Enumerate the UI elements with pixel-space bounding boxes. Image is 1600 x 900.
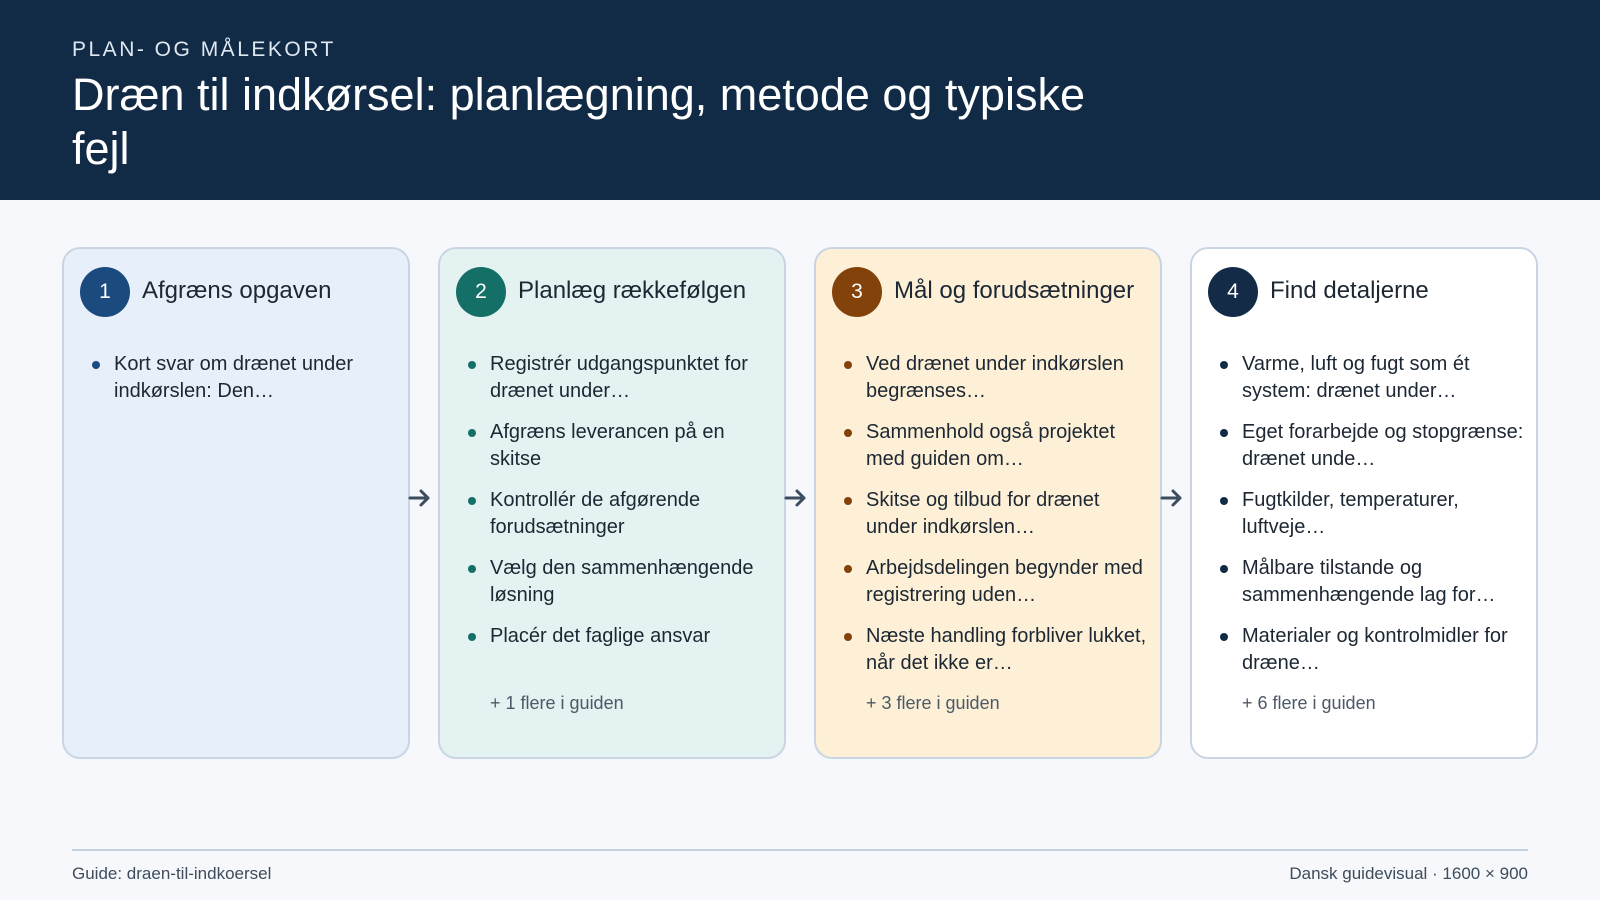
list-item: Registrér udgangspunktet for drænet under… xyxy=(466,351,774,405)
step-card-2 xyxy=(438,247,786,759)
list-item: Varme, luft og fugt som ét system: drænet under… xyxy=(1218,351,1526,405)
footer-divider xyxy=(72,849,1528,851)
list-item: Kort svar om drænet under indkørslen: Den… xyxy=(90,351,398,405)
list-item: Skitse og tilbud for drænet under indkørslen… xyxy=(842,487,1150,541)
step-card-title: Afgræns opgaven xyxy=(142,277,332,304)
step-card-1 xyxy=(62,247,410,759)
arrow-right-icon xyxy=(783,485,809,511)
list-item: Målbare tilstande og sammenhængende lag for… xyxy=(1218,555,1526,609)
list-item: Eget forarbejde og stopgrænse: drænet unde… xyxy=(1218,419,1526,473)
step-number-badge: 1 xyxy=(80,267,130,317)
footer-guide-slug: Guide: draen-til-indkoersel xyxy=(72,864,272,883)
more-in-guide-link[interactable]: + 6 flere i guiden xyxy=(1242,693,1376,713)
step-card-4 xyxy=(1190,247,1538,759)
list-item: Fugtkilder, temperaturer, luftveje… xyxy=(1218,487,1526,541)
list-item: Placér det faglige ansvar xyxy=(466,623,774,650)
step-bullet-list xyxy=(466,351,774,664)
step-card-title: Mål og forudsætninger xyxy=(894,277,1135,304)
page-title: Dræn til indkørsel: planlægning, metode og typiske fejl xyxy=(72,69,1085,174)
list-item: Sammenhold også projektet med guiden om… xyxy=(842,419,1150,473)
arrow-right-icon xyxy=(407,485,433,511)
list-item: Arbejdsdelingen begynder med registrering uden… xyxy=(842,555,1150,609)
step-number-badge: 3 xyxy=(832,267,882,317)
step-card-3 xyxy=(814,247,1162,759)
list-item: Næste handling forbliver lukket, når det ikke er… xyxy=(842,623,1150,677)
more-in-guide-link[interactable]: + 3 flere i guiden xyxy=(866,693,1000,713)
step-card-title: Find detaljerne xyxy=(1270,277,1429,304)
step-cards xyxy=(62,247,1538,759)
eyebrow-label: PLAN- OG MÅLEKORT xyxy=(72,38,336,61)
step-number-badge: 2 xyxy=(456,267,506,317)
step-bullet-list xyxy=(90,351,398,419)
header-banner xyxy=(0,0,1600,200)
list-item: Afgræns leverancen på en skitse xyxy=(466,419,774,473)
list-item: Vælg den sammenhængende løsning xyxy=(466,555,774,609)
step-number-badge: 4 xyxy=(1208,267,1258,317)
more-in-guide-link[interactable]: + 1 flere i guiden xyxy=(490,693,624,713)
list-item: Ved drænet under indkørslen begrænses… xyxy=(842,351,1150,405)
footer-caption: Dansk guidevisual · 1600 × 900 xyxy=(1289,864,1528,883)
arrow-right-icon xyxy=(1159,485,1185,511)
list-item: Kontrollér de afgørende forudsætninger xyxy=(466,487,774,541)
step-bullet-list xyxy=(1218,351,1526,691)
step-bullet-list xyxy=(842,351,1150,691)
list-item: Materialer og kontrolmidler for dræne… xyxy=(1218,623,1526,677)
step-card-title: Planlæg rækkefølgen xyxy=(518,277,747,304)
